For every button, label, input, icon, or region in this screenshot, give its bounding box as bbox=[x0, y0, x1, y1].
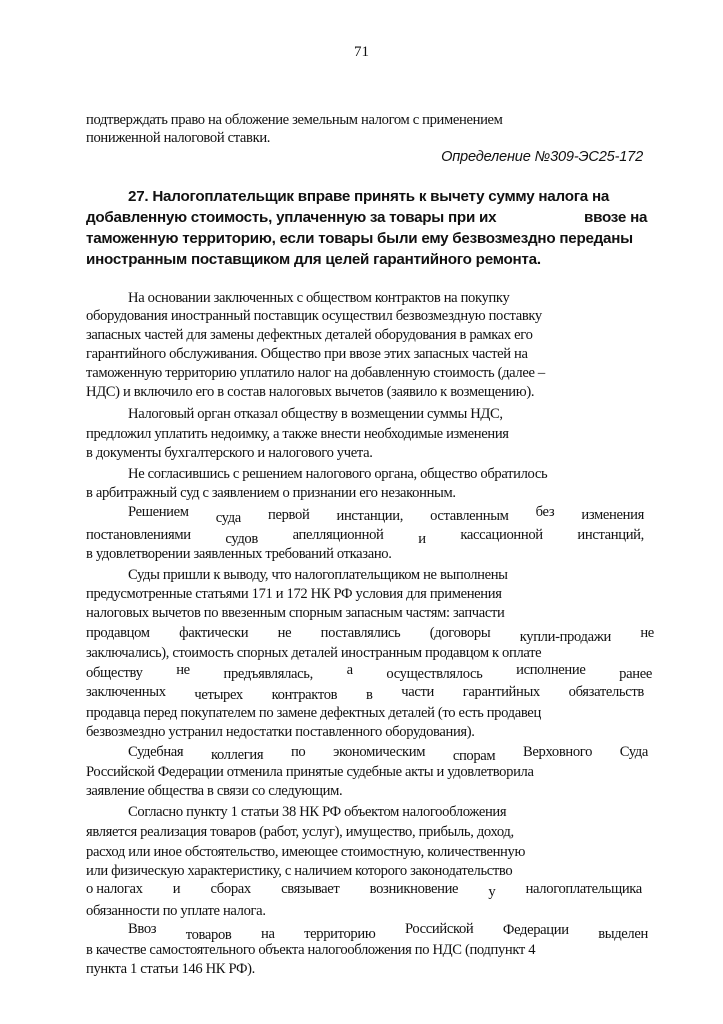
word: возникновение bbox=[369, 881, 459, 897]
justified-line bbox=[86, 526, 644, 547]
word: налогоплательщика bbox=[525, 881, 642, 897]
word: и bbox=[418, 531, 426, 547]
word: о налогах bbox=[86, 881, 143, 897]
word: экономическим bbox=[333, 744, 426, 760]
word: кассационной bbox=[460, 527, 543, 543]
text-line: предложил уплатить недоимку, а также внести необходимые изменения bbox=[86, 426, 509, 442]
word: связывает bbox=[281, 881, 340, 897]
text-line: или физическую характеристику, с наличием которого законодательство bbox=[86, 863, 513, 879]
word: спорам bbox=[452, 748, 496, 764]
text-line: гарантийного обслуживания. Общество при ввозе этих запасных частей на bbox=[86, 346, 528, 362]
text-line: в удовлетворении заявленных требований отказано. bbox=[86, 546, 392, 562]
word: выделен bbox=[598, 926, 648, 942]
text-line: На основании заключенных с обществом контрактов на покупку bbox=[128, 290, 510, 306]
word: инстанций, bbox=[577, 527, 644, 543]
justified-line bbox=[128, 503, 644, 526]
word: Решением bbox=[128, 504, 189, 520]
text-line: в документы бухгалтерского и налогового учета. bbox=[86, 445, 373, 461]
word: территорию bbox=[304, 926, 376, 942]
word: четырех bbox=[194, 687, 243, 703]
justified-line bbox=[128, 920, 648, 943]
section-heading-line: добавленную стоимость, уплаченную за товары при их bbox=[86, 209, 497, 226]
word: купли-продажи bbox=[519, 629, 611, 645]
word: заключенных bbox=[86, 684, 166, 700]
word: Суда bbox=[619, 744, 648, 760]
word: апелляционной bbox=[292, 527, 384, 543]
text-line: налоговых вычетов по ввезенным спорным запасным частям: запчасти bbox=[86, 605, 505, 621]
text-line: заявление общества в связи со следующим. bbox=[86, 783, 343, 799]
text-line: НДС) и включило его в состав налоговых вычетов (заявило к возмещению). bbox=[86, 384, 535, 400]
text-line: расход или иное обстоятельство, имеющее стоимостную, количественную bbox=[86, 844, 525, 860]
word: предъявлялась, bbox=[223, 666, 313, 682]
text-line: Не согласившись с решением налогового органа, общество обратилось bbox=[128, 466, 548, 482]
word: Судебная bbox=[128, 744, 184, 760]
text-line: предусмотренные статьями 171 и 172 НК РФ условия для применения bbox=[86, 586, 502, 602]
word: на bbox=[260, 926, 275, 942]
word: фактически bbox=[179, 625, 249, 641]
text-line: пункта 1 статьи 146 НК РФ). bbox=[86, 961, 255, 977]
word: постановлениями bbox=[86, 527, 191, 543]
word: сборах bbox=[210, 881, 251, 897]
word: инстанции, bbox=[336, 508, 404, 524]
word: (договоры bbox=[429, 625, 491, 641]
word: без bbox=[535, 504, 555, 520]
word: обязательств bbox=[568, 684, 644, 700]
text-line: в качестве самостоятельного объекта налогообложения по НДС (подпункт 4 bbox=[86, 942, 536, 958]
section-heading-line: таможенную территорию, если товары были ему безвозмездно переданы bbox=[86, 230, 633, 247]
word: осуществлялось bbox=[386, 666, 483, 682]
text-line: продавца перед покупателем по замене дефектных деталей (то есть продавец bbox=[86, 705, 541, 721]
word: Ввоз bbox=[128, 921, 157, 937]
word: суда bbox=[215, 510, 241, 526]
text-line: является реализация товаров (работ, услуг), имущество, прибыль, доход, bbox=[86, 824, 514, 840]
text-line: запасных частей для замены дефектных деталей оборудования в рамках его bbox=[86, 327, 533, 343]
text-line: в арбитражный суд с заявлением о признании его незаконным. bbox=[86, 485, 456, 501]
text-line: заключались), стоимость спорных деталей иностранным продавцом к оплате bbox=[86, 645, 542, 661]
word: товаров bbox=[185, 927, 232, 943]
word: по bbox=[290, 744, 306, 760]
text-line: подтверждать право на обложение земельным налогом с применением bbox=[86, 112, 503, 128]
justified-line bbox=[86, 661, 652, 682]
definition-reference: Определение №309-ЭС25-172 bbox=[441, 149, 643, 165]
justified-line bbox=[86, 880, 642, 898]
text-line: Налоговый орган отказал обществу в возмещении суммы НДС, bbox=[128, 406, 503, 422]
text-line: Российской Федерации отменила принятые судебные акты и удовлетворила bbox=[86, 764, 534, 780]
word: исполнение bbox=[516, 662, 586, 678]
word: в bbox=[365, 687, 373, 703]
text-line: оборудования иностранный поставщик осуществил безвозмездную поставку bbox=[86, 308, 542, 324]
word: гарантийных bbox=[462, 684, 540, 700]
word: поставлялись bbox=[320, 625, 401, 641]
word: первой bbox=[268, 507, 310, 523]
section-heading-line: иностранным поставщиком для целей гарантийного ремонта. bbox=[86, 251, 541, 268]
word: обществу bbox=[86, 665, 143, 681]
word: продавцом bbox=[86, 625, 150, 641]
section-heading-line: ввозе на bbox=[584, 209, 648, 226]
word: не bbox=[176, 662, 190, 678]
word: судов bbox=[225, 531, 258, 547]
word: и bbox=[172, 881, 181, 897]
word: изменения bbox=[581, 507, 644, 523]
text-line: Суды пришли к выводу, что налогоплательщиком не выполнены bbox=[128, 567, 508, 583]
word: части bbox=[401, 684, 434, 700]
word: Верховного bbox=[523, 744, 593, 760]
word: коллегия bbox=[211, 747, 264, 763]
justified-line bbox=[86, 624, 654, 645]
text-line: пониженной налоговой ставки. bbox=[86, 130, 271, 146]
page-number: 71 bbox=[354, 44, 369, 60]
word: не bbox=[640, 625, 654, 641]
word: а bbox=[346, 662, 353, 678]
text-line: безвозмездно устранил недостатки поставленного оборудования). bbox=[86, 724, 475, 740]
word: у bbox=[488, 884, 496, 900]
justified-line bbox=[86, 683, 644, 701]
word: оставленным bbox=[430, 508, 509, 524]
justified-line bbox=[128, 743, 648, 764]
word: не bbox=[277, 625, 292, 641]
text-line: Согласно пункту 1 статьи 38 НК РФ объектом налогообложения bbox=[128, 804, 507, 820]
word: Федерации bbox=[502, 922, 569, 938]
text-line: таможенную территорию уплатило налог на добавленную стоимость (далее – bbox=[86, 365, 545, 381]
section-heading-line: 27. Налогоплательщик вправе принять к вычету сумму налога на bbox=[128, 188, 610, 205]
word: Российской bbox=[404, 921, 474, 937]
word: ранее bbox=[619, 666, 652, 682]
word: контрактов bbox=[271, 687, 338, 703]
text-line: обязанности по уплате налога. bbox=[86, 903, 266, 919]
